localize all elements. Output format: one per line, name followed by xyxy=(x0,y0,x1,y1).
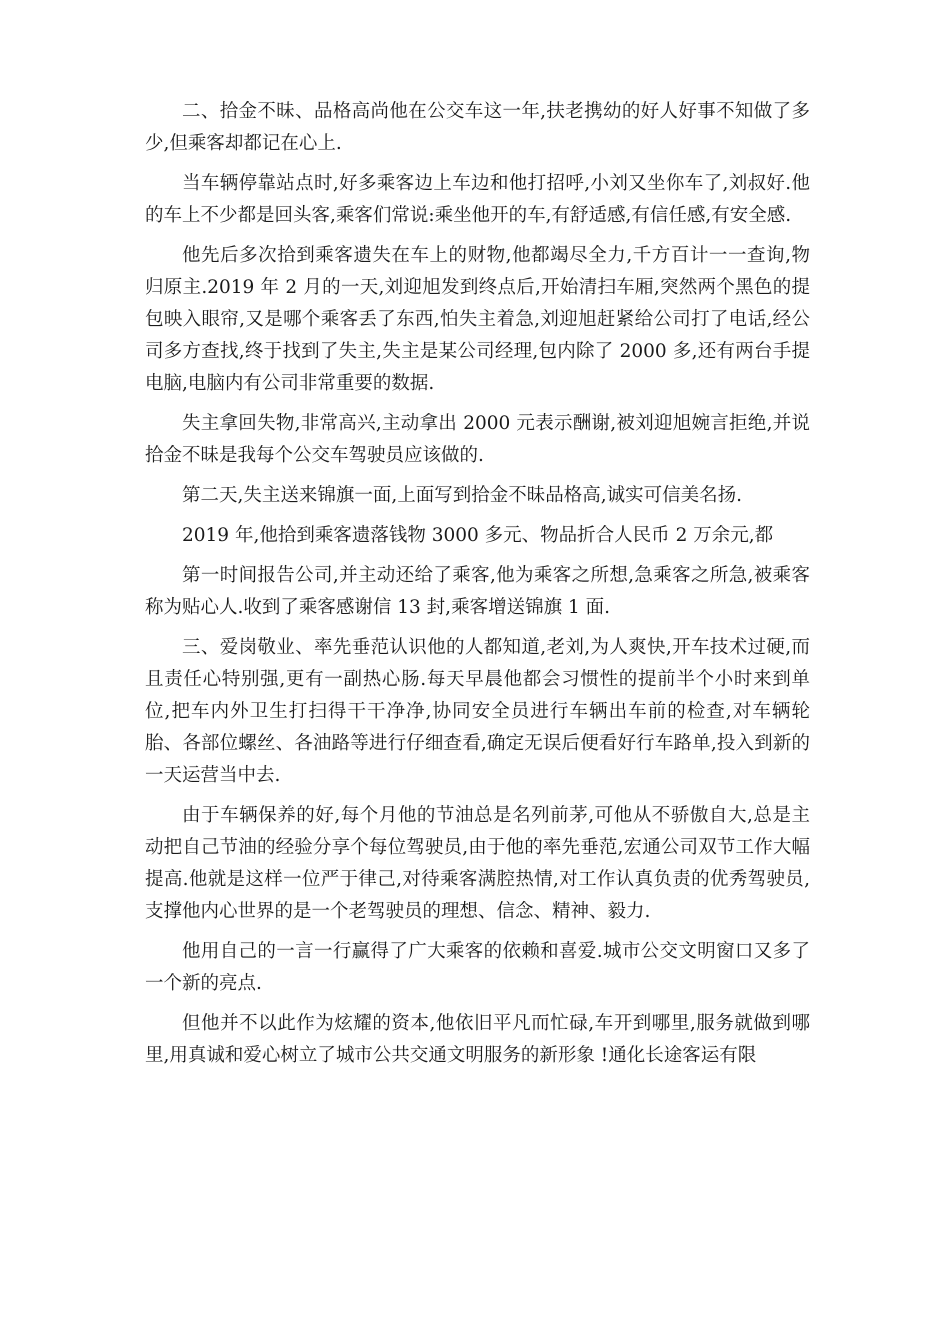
paragraph-11: 但他并不以此作为炫耀的资本,他依旧平凡而忙碌,车开到哪里,服务就做到哪里,用真诚和爱心树立了城市公共交通文明服务的新形象 !通化长途客运有限 xyxy=(145,1013,810,1066)
document-body xyxy=(145,96,810,1080)
paragraph-5: 第二天,失主送来锦旗一面,上面写到拾金不昧品格高,诚实可信美名扬. xyxy=(182,485,743,506)
paragraph-2: 当车辆停靠站点时,好多乘客边上车边和他打招呼,小刘又坐你车了,刘叔好.他的车上不少都是回头客,乘客们常说:乘坐他开的车,有舒适感,有信任感,有安全感. xyxy=(145,173,810,226)
paragraph-7: 第一时间报告公司,并主动还给了乘客,他为乘客之所想,急乘客之所急,被乘客称为贴心人.收到了乘客感谢信 13 封,乘客增送锦旗 1 面. xyxy=(145,565,810,618)
paragraph-10: 他用自己的一言一行赢得了广大乘客的依赖和喜爱.城市公交文明窗口又多了一个新的亮点. xyxy=(145,941,810,994)
paragraph-1: 二、拾金不昧、品格高尚他在公交车这一年,扶老携幼的好人好事不知做了多少,但乘客却都记在心上. xyxy=(145,101,810,154)
paragraph-4: 失主拿回失物,非常高兴,主动拿出 2000 元表示酬谢,被刘迎旭婉言拒绝,并说拾金不昧是我每个公交车驾驶员应该做的. xyxy=(145,413,810,466)
paragraph-9: 由于车辆保养的好,每个月他的节油总是名列前茅,可他从不骄傲自大,总是主动把自己节油的经验分享个每位驾驶员,由于他的率先垂范,宏通公司双节工作大幅提高.他就是这样一位严于律己,对待乘客满腔热情,对工作认真负责的优秀驾驶员,支撑他内心世界的是一个老驾驶员的理想、信念、精神、毅力. xyxy=(145,805,810,922)
paragraph-6: 2019 年,他拾到乘客遗落钱物 3000 多元、物品折合人民币 2 万余元,都 xyxy=(182,525,774,546)
paragraph-8: 三、爱岗敬业、率先垂范认识他的人都知道,老刘,为人爽快,开车技术过硬,而且责任心特别强,更有一副热心肠.每天早晨他都会习惯性的提前半个小时来到单位,把车内外卫生打扫得干干净净,协同安全员进行车辆出车前的检查,对车辆轮胎、各部位螺丝、各油路等进行仔细查看,确定无误后便看好行车路单,投入到新的一天运营当中去. xyxy=(145,637,810,786)
paragraph-3: 他先后多次拾到乘客遗失在车上的财物,他都竭尽全力,千方百计一一查询,物归原主.2019 年 2 月的一天,刘迎旭发到终点后,开始清扫车厢,突然两个黑色的提包映入眼帘,又是哪个乘客丢了东西,怕失主着急,刘迎旭赶紧给公司打了电话,经公司多方查找,终于找到了失主,失主是某公司经理,包内除了 2000 多,还有两台手提电脑,电脑内有公司非常重要的数据. xyxy=(145,245,810,394)
